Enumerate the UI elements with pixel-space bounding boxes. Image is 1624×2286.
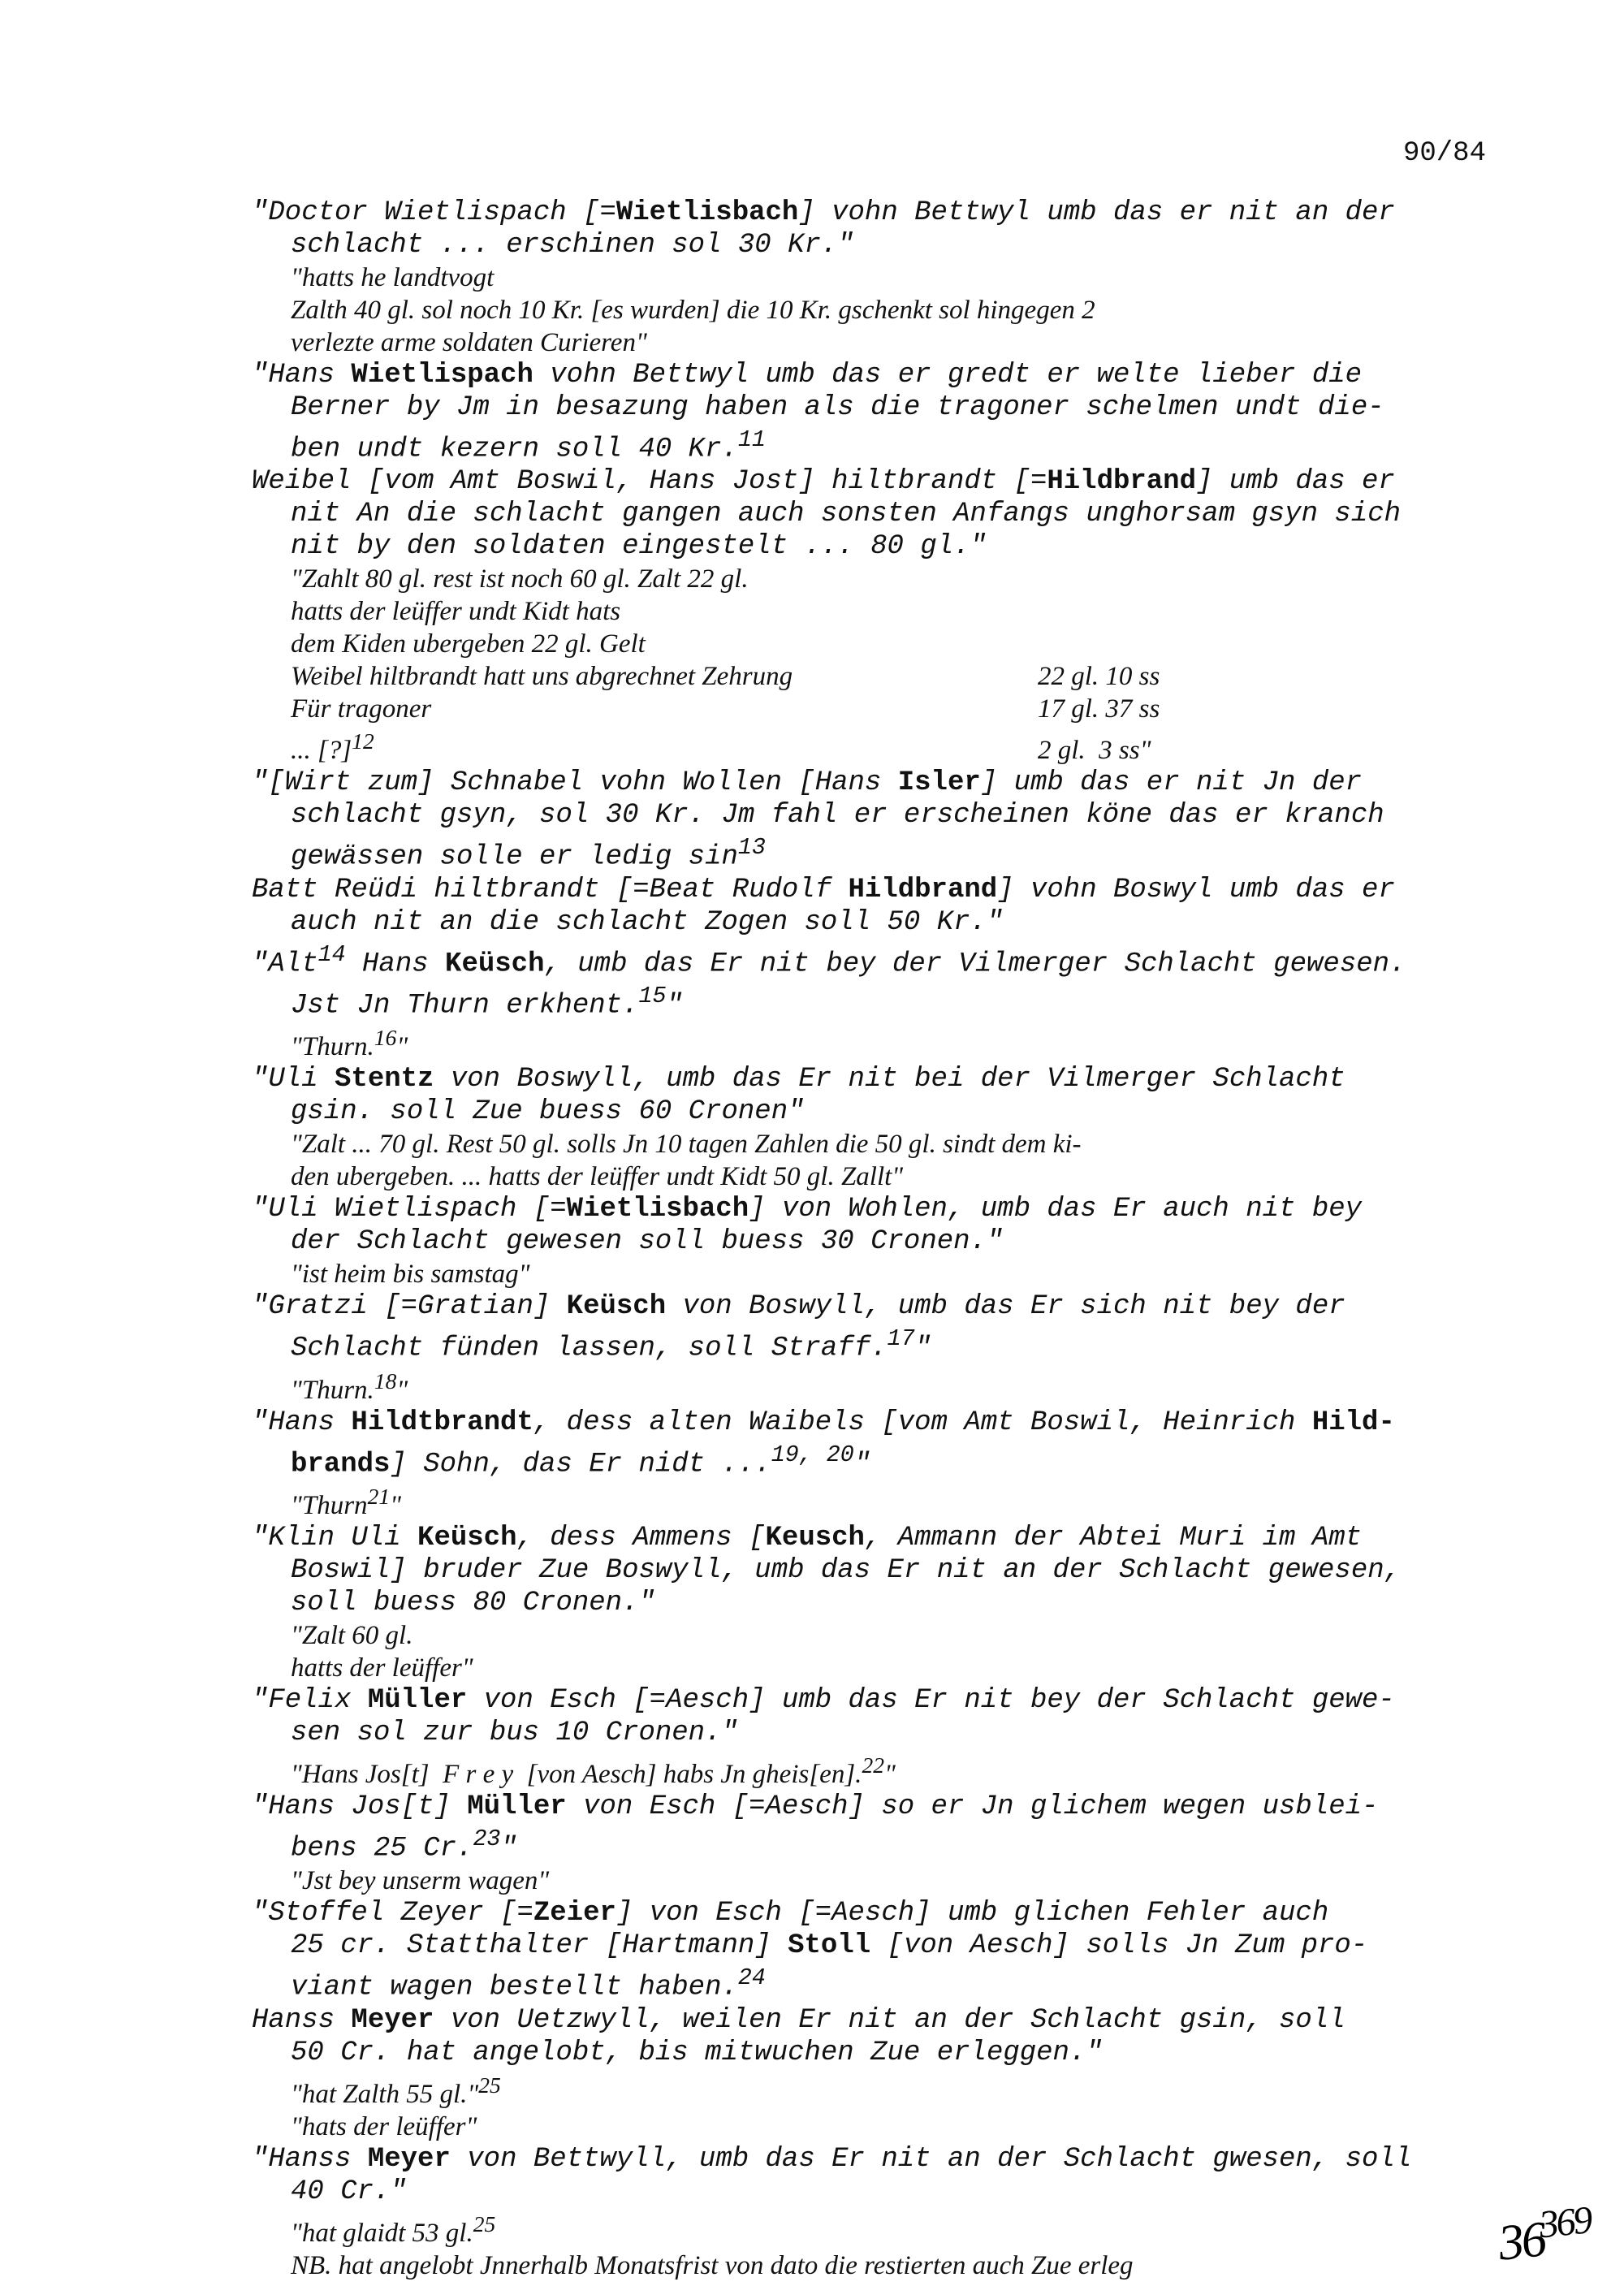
footnote-ref: 24 <box>737 1964 766 1992</box>
entry-stoffel-zeyer: "Stoffel Zeyer [=Zeier] von Esch [=Aesch] umb glichen Fehler auch 25 cr. Statthalter [Hartmann] Stoll [von Aesch] solls Jn Zum pro- viant wagen bestellt haben.$^{24}$ <box>252 1898 1368 2003</box>
handwritten-note: "Zalt 60 gl. <box>291 1620 413 1650</box>
entry-alt-hans-keusch: "Alt$^{14}$ Hans Keüsch, umb das Er nit bey der Vilmerger Schlacht gewesen. Jst Jn Thurn erkhent.$^{15}$" <box>252 940 1406 1022</box>
handwritten-note: "hat Zalth 55 gl."$^{25}$ <box>291 2072 501 2109</box>
footnote-ref: 21 <box>367 1483 391 1509</box>
footnote-ref: 25 <box>473 2210 496 2236</box>
handwritten-note: "Hans Jos[t] F r e y [von Aesch] habs Jn gheis[en].$^{22}$" <box>291 1752 896 1789</box>
handwritten-note: dem Kiden ubergeben 22 gl. Gelt <box>291 629 646 659</box>
handwritten-note: "Thurn$^{21}$" <box>291 1483 401 1520</box>
document-body <box>252 197 1551 2282</box>
entry-hans-hildtbrandt: "Hans Hildtbrandt, dess alten Waibels [vom Amt Boswil, Heinrich Hild- brands] Sohn, das Er nidt ...$^{19, 20}$" <box>252 1407 1395 1480</box>
handwritten-note: hatts der leüffer undt Kidt hats <box>291 597 621 627</box>
footnote-ref: 22 <box>862 1752 884 1778</box>
footnote-ref: 14 <box>317 940 346 968</box>
handwritten-note: "Thurn.$^{16}$" <box>291 1025 408 1062</box>
handwritten-note: hatts der leüffer" <box>291 1653 473 1683</box>
handwritten-note: Weibel hiltbrandt hatt uns abgrechnet Zehrung 22 gl. 10 ss <box>291 662 1160 692</box>
entry-hans-wietlispach: "Hans Wietlispach vohn Bettwyl umb das er gredt er welte lieber die Berner by Jm in besazung haben als die tragoner schelmen undt die- ben undt kezern soll 40 Kr.$^{11}$ <box>252 360 1384 465</box>
handwritten-note: "hatts he landtvogt <box>291 263 495 292</box>
footnote-ref: 15 <box>638 982 667 1009</box>
footnote-ref: 12 <box>352 728 374 754</box>
entry-hanss-meyer-bettwyll: "Hanss Meyer von Bettwyll, umb das Er nit an der Schlacht gwesen, soll 40 Cr." <box>252 2143 1412 2207</box>
handwritten-note: "Jst bey unserm wagen" <box>291 1866 550 1896</box>
handwritten-note: "Thurn.$^{18}$" <box>291 1368 408 1405</box>
footnote-ref: 16 <box>374 1025 397 1051</box>
entry-schnabel: "[Wirt zum] Schnabel vohn Wollen [Hans Isler] umb das er nit Jn der schlacht gsyn, sol 30 Kr. Jm fahl er erscheinen köne das er kranch gewässen solle er ledig $\sin^{13}$ <box>252 767 1384 873</box>
entry-hanss-meyer-uetzwyll: Hanss Meyer von Uetzwyll, weilen Er nit an der Schlacht gsin, soll 50 Cr. hat angelobt, bis mitwuchen Zue erleggen." <box>252 2004 1345 2068</box>
handwritten-note: "ist heim bis samstag" <box>291 1260 530 1290</box>
handwritten-note: verlezte arme soldaten Curieren" <box>291 328 647 357</box>
entry-felix-muller: "Felix Müller von Esch [=Aesch] umb das Er nit bey der Schlacht gewe- sen sol zur bus 10 Cronen." <box>252 1684 1395 1748</box>
handwritten-note: NB. hat angelobt Jnnerhalb Monatsfrist von dato die restierten auch Zue erleg <box>291 2250 1134 2280</box>
handwritten-note: "hats der leüffer" <box>291 2111 477 2141</box>
handwritten-note: "hat glaidt 53 gl.$^{25}$ <box>291 2210 496 2248</box>
entry-uli-stentz: "Uli Stentz von Boswyll, umb das Er nit bei der Vilmerger Schlacht gsin. soll Zue buess 60 Cronen" <box>252 1064 1345 1128</box>
archive-stamp: $36^{369}$ <box>1496 2198 1593 2271</box>
page-number: 90/84 <box>1402 138 1486 169</box>
footnote-ref: 13 <box>737 834 766 862</box>
handwritten-note: "Zalt ... 70 gl. Rest 50 gl. solls Jn 10 tagen Zahlen die 50 gl. sindt dem ki- <box>291 1130 1082 1160</box>
entry-wietlispach-doctor: "Doctor Wietlispach [=Wietlisbach] vohn Bettwyl umb das er nit an der schlacht ... erschinen sol 30 Kr." <box>252 197 1395 261</box>
footnote-ref: 23 <box>473 1825 501 1852</box>
entry-uli-wietlispach: "Uli Wietlispach [=Wietlisbach] von Wohlen, umb das Er auch nit bey der Schlacht gewesen soll buess 30 Cronen." <box>252 1194 1363 1258</box>
footnote-ref: 11 <box>737 426 766 453</box>
handwritten-note: Für tragoner 17 gl. 37 ss <box>291 694 1160 724</box>
footnote-ref: 19, 20 <box>771 1441 854 1468</box>
entry-batt-reudi: Batt Reüdi hiltbrandt [=Beat Rudolf Hildbrand] vohn Boswyl umb das er auch nit an die schlacht Zogen soll 50 Kr." <box>252 874 1395 938</box>
entry-hans-jost-muller: "Hans Jos[t] Müller von Esch [=Aesch] so er Jn glichem wegen usblei- bens 25 Cr.$^{23}$" <box>252 1791 1379 1865</box>
handwritten-note: "Zahlt 80 gl. rest ist noch 60 gl. Zalt 22 gl. <box>291 564 749 594</box>
footnote-ref: 18 <box>374 1368 397 1394</box>
footnote-ref: 25 <box>478 2072 501 2098</box>
handwritten-note: ... [?]$^{12}$ 2 gl. 3 ss" <box>291 728 1151 766</box>
entry-weibel-hiltbrandt: Weibel [vom Amt Boswil, Hans Jost] hiltbrandt [=Hildbrand] umb das er nit An die schlacht gangen auch sonsten Anfangs unghorsam gsyn sich nit by den soldaten eingestelt ... 80 gl." <box>252 466 1402 563</box>
entry-klin-uli-keusch: "Klin Uli Keüsch, dess Ammens [Keusch, Ammann der Abtei Muri im Amt Boswil] bruder Zue Boswyll, umb das Er nit an der Schlacht gewesen, soll buess 80 Cronen." <box>252 1522 1402 1618</box>
entry-gratzi-keusch: "Gratzi [=Gratian] Keüsch von Boswyll, umb das Er sich nit bey der Schlacht fünden lassen, soll Straff.$^{17}$" <box>252 1291 1345 1364</box>
handwritten-note: den ubergeben. ... hatts der leüffer undt Kidt 50 gl. Zallt" <box>291 1162 904 1192</box>
footnote-ref: 17 <box>887 1325 915 1353</box>
handwritten-note: Zalth 40 gl. sol noch 10 Kr. [es wurden] die 10 Kr. gschenkt sol hingegen 2 <box>291 296 1095 325</box>
